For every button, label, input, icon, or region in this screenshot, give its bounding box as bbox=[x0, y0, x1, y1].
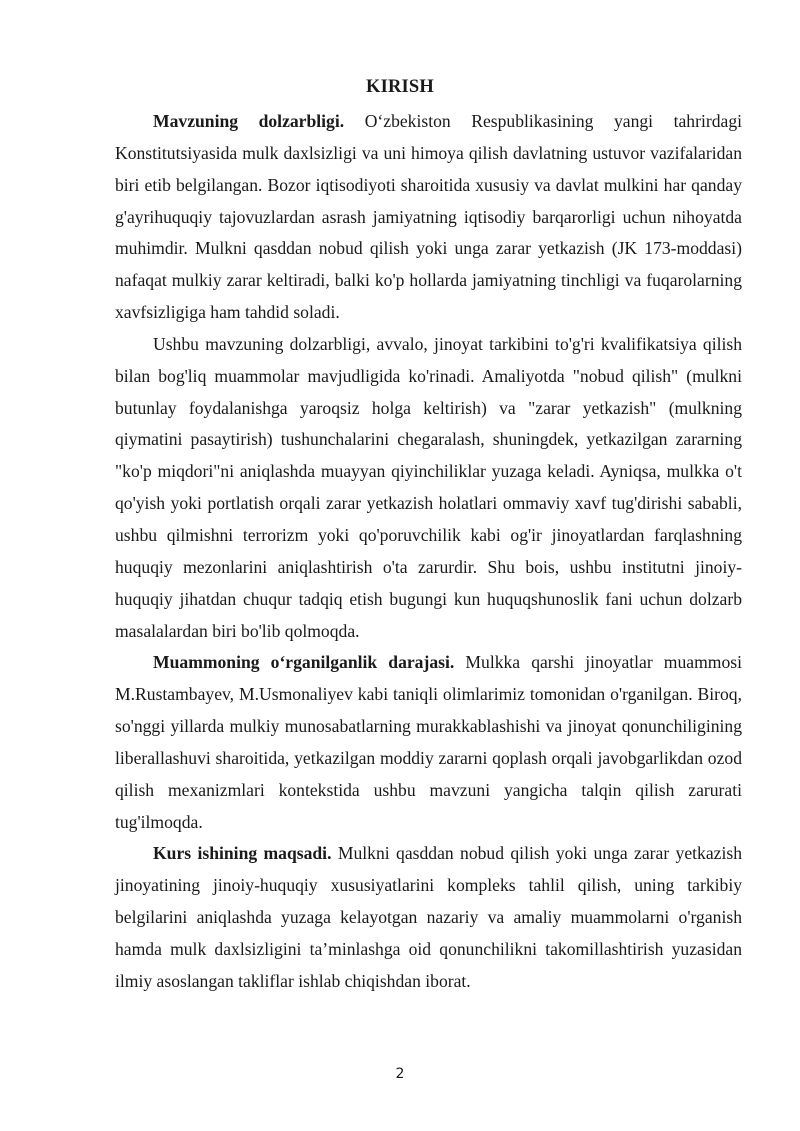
paragraph-lead: Mavzuning dolzarbligi. bbox=[153, 111, 345, 131]
paragraph-relevance-details bbox=[115, 329, 742, 647]
paragraph-study-level bbox=[115, 647, 742, 838]
paragraph-relevance bbox=[115, 106, 742, 329]
paragraph-text: Mulkka qarshi jinoyatlar muammosi M.Rustambayev, M.Usmonaliyev kabi taniqli olimlarimiz tomonidan o'rganilgan. Biroq, so'nggi yillarda mulkiy munosabatlarning murakkablashishi va jinoyat qonunchiligining liberallashuvi sharoitida, yetkazilgan moddiy zararni qoplash orqali javobgarlikdan ozod qilish mexanizmlari kontekstida ushbu mavzuni yangicha talqin qilish zarurati tug'ilmoqda. bbox=[115, 652, 742, 832]
paragraph-lead: Muammoning o‘rganilganlik darajasi. bbox=[153, 652, 455, 673]
paragraph-text: O‘zbekiston Respublikasining yangi tahrirdagi Konstitutsiyasida mulk daxlsizligi va uni himoya qilish davlatning ustuvor vazifalaridan biri etib belgilangan. Bozor iqtisodiyoti sharoitida xususiy va davlat mulkini har qanday g'ayrihuquqiy tajovuzlardan asrash jamiyatning iqtisodiy barqarorligi uchun nihoyatda muhimdir. Mulkni qasddan nobud qilish yoki unga zarar yetkazish (JK 173-moddasi) nafaqat mulkiy zarar keltiradi, balki ko'p hollarda jamiyatning tinchligi va fuqarolarning xavfsizligiga ham tahdid soladi. bbox=[115, 111, 743, 323]
paragraph-text: Ushbu mavzuning dolzarbligi, avvalo, jinoyat tarkibini to'g'ri kvalifikatsiya qilish bilan bog'liq muammolar mavjudligida ko'rinadi. Amaliyotda "nobud qilish" (mulkni butunlay foydalanishga yaroqsiz holga keltirish) va "zarar yetkazish" (mulkning qiymatini pasaytirish) tushunchalarini chegaralash, shuningdek, yetkazilgan zararning "ko'p miqdori"ni aniqlashda muayyan qiyinchiliklar yuzaga keladi. Ayniqsa, mulkka o't qo'yish yoki portlatish orqali zarar yetkazish holatlari ommaviy xavf tug'dirishi sababli, ushbu qilmishni terrorizm yoki qo'poruvchilik kabi og'ir jinoyatlardan farqlashning huquqiy mezonlarini aniqlashtirish o'ta zarurdir. Shu bois, ushbu institutni jinoiy-huquqiy jihatdan chuqur tadqiq etish bugungi kun huquqshunoslik fani uchun dolzarb masalalardan biri bo'lib qolmoqda. bbox=[115, 333, 742, 641]
section-heading: KIRISH bbox=[365, 77, 435, 97]
paragraph-goal bbox=[115, 838, 742, 997]
page-number: 2 bbox=[395, 1066, 405, 1082]
paragraph-lead: Kurs ishining maqsadi. bbox=[153, 843, 332, 864]
paragraph-text: Mulkni qasddan nobud qilish yoki unga zarar yetkazish jinoyatining jinoiy-huquqiy xususiyatlarini kompleks tahlil qilish, uning tarkibiy belgilarini aniqlashda yuzaga kelayotgan nazariy va amaliy muammolarni o'rganish hamda mulk daxlsizligini ta’minlashga oid qonunchilikni takomillashtirish yuzasidan ilmiy asoslangan takliflar ishlab chiqishdan iborat. bbox=[115, 843, 742, 991]
document-body bbox=[115, 106, 742, 998]
